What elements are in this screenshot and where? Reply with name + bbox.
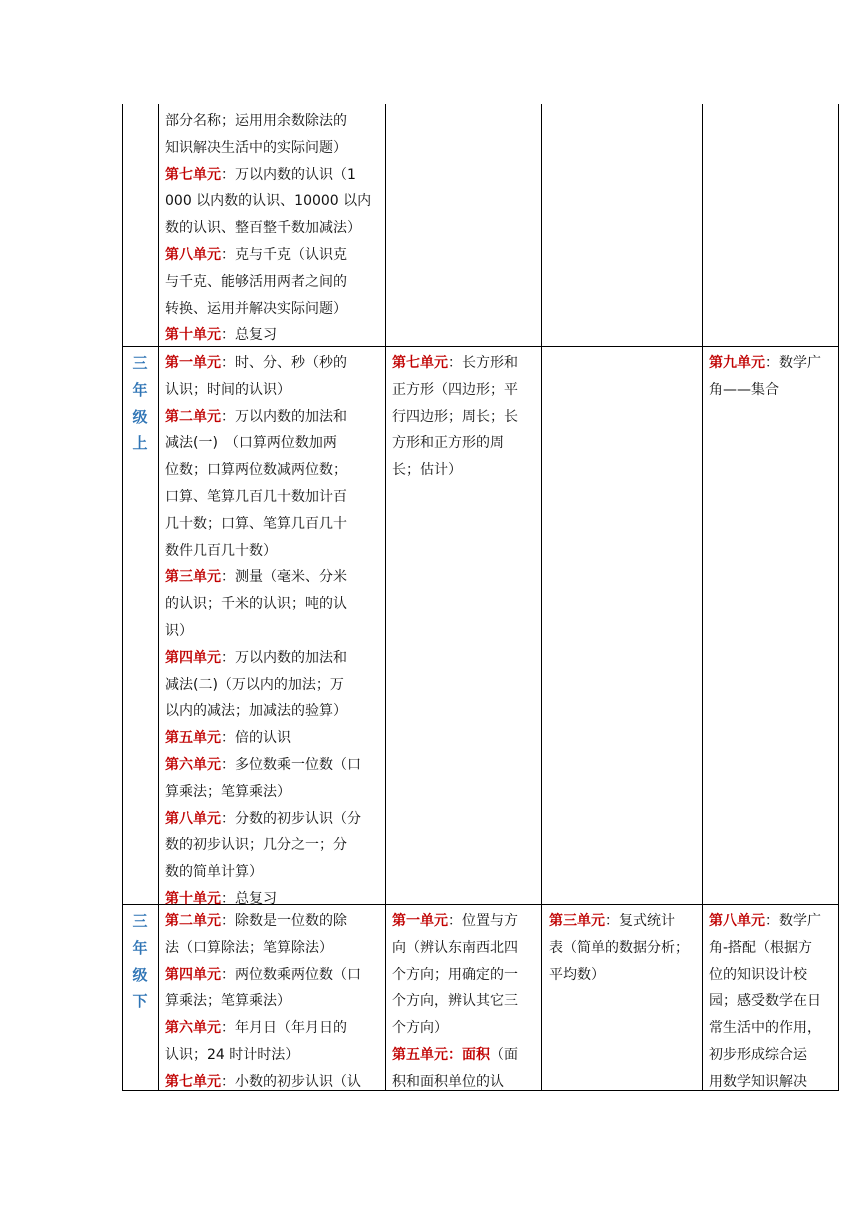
text-line <box>165 188 381 215</box>
unit-content: ：复式统计 <box>605 913 675 929</box>
unit-content: 角——集合 <box>709 381 779 398</box>
unit-content: ：分数的初步认识（分 <box>221 810 361 827</box>
cell-col2 <box>392 350 540 484</box>
unit-heading: 第四单元 <box>165 649 221 666</box>
text-line <box>165 1069 381 1096</box>
unit-content: 向（辨认东南西北四 <box>392 939 518 956</box>
text-line <box>165 1015 381 1042</box>
text-line <box>165 108 381 135</box>
text-line <box>709 1069 835 1096</box>
grade-char: 年 <box>132 380 148 399</box>
grade-char: 级 <box>132 965 148 984</box>
unit-content: 常生活中的作用， <box>709 1020 821 1037</box>
unit-content: 正方形（四边形；平 <box>392 381 518 398</box>
unit-content: ：克与千克（认识克 <box>221 246 347 263</box>
text-line <box>165 350 381 377</box>
unit-content: 初步形成综合运 <box>709 1046 807 1063</box>
unit-content: ：时、分、秒（秒的 <box>221 355 347 371</box>
unit-content: 个方向，辨认其它三 <box>392 993 518 1010</box>
unit-content: 000 以内数的认识、10000 以内 <box>165 193 372 210</box>
unit-content: 算乘法；笔算乘法） <box>165 783 291 800</box>
unit-content: 数的初步认识；几分之一；分 <box>165 837 347 854</box>
unit-heading: 第八单元 <box>709 913 765 929</box>
unit-heading: 第七单元 <box>392 355 448 371</box>
text-line <box>392 935 540 962</box>
unit-content: ：万以内数的加法和 <box>221 408 347 425</box>
text-line <box>165 457 381 484</box>
text-line <box>709 988 835 1015</box>
text-line <box>165 377 381 404</box>
table-border-vertical <box>385 104 386 1091</box>
unit-content: ：总复习 <box>221 327 277 344</box>
unit-heading: 第五单元 <box>165 730 221 747</box>
unit-heading: 第一单元 <box>165 355 221 371</box>
unit-content: 积和面积单位的认 <box>392 1073 504 1090</box>
unit-content: 平均数） <box>549 966 605 983</box>
unit-content: ：小数的初步认识（认 <box>221 1073 361 1090</box>
text-line <box>392 1042 540 1069</box>
unit-content: 个方向；用确定的一 <box>392 966 518 983</box>
text-line <box>165 296 381 323</box>
text-line <box>549 908 699 935</box>
unit-heading: 第六单元 <box>165 1020 221 1037</box>
unit-content: 减法(一) （口算两位数加两 <box>165 435 337 452</box>
unit-content: 减法(二)（万以内的加法；万 <box>165 676 344 693</box>
text-line <box>392 962 540 989</box>
text-line <box>709 377 835 404</box>
unit-content: ：测量（毫米、分米 <box>221 569 347 586</box>
unit-heading: 第三单元 <box>165 569 221 586</box>
unit-content: ：除数是一位数的除 <box>221 913 347 929</box>
text-line <box>709 1042 835 1069</box>
unit-content: ：数学广 <box>765 355 821 371</box>
unit-content: 转换、运用并解决实际问题） <box>165 300 347 317</box>
unit-content: 知识解决生活中的实际问题） <box>165 139 347 156</box>
unit-content: 角-搭配（根据方 <box>709 939 813 956</box>
unit-heading: 第二单元 <box>165 913 221 929</box>
grade-char: 三 <box>132 354 148 372</box>
text-line <box>165 698 381 725</box>
text-line <box>165 1042 381 1069</box>
text-line <box>392 457 540 484</box>
unit-content: ：万以内数的加法和 <box>221 649 347 666</box>
unit-heading: 第八单元 <box>165 810 221 827</box>
text-line <box>392 430 540 457</box>
text-line <box>165 988 381 1015</box>
unit-content: 口算、笔算几百几十数加计百 <box>165 488 347 505</box>
cell-col4 <box>709 908 835 1096</box>
unit-content: 数的认识、整百整千数加减法） <box>165 220 361 237</box>
text-line <box>165 538 381 565</box>
cell-col1 <box>165 108 381 349</box>
text-line <box>392 1015 540 1042</box>
unit-content: 长；估计） <box>392 462 462 479</box>
text-line <box>165 645 381 672</box>
unit-content: ：万以内数的认识（1 <box>221 166 356 183</box>
unit-content: 部分名称；运用用余数除法的 <box>165 113 347 129</box>
text-line <box>165 511 381 538</box>
unit-content: 与千克、能够活用两者之间的 <box>165 273 347 290</box>
unit-content: 法（口算除法；笔算除法） <box>165 939 333 956</box>
text-line <box>709 1015 835 1042</box>
text-line <box>165 564 381 591</box>
unit-content: 以内的减法；加减法的验算） <box>165 703 347 720</box>
text-line <box>165 162 381 189</box>
unit-heading: 第十单元 <box>165 890 221 907</box>
text-line <box>165 430 381 457</box>
unit-heading: 第十单元 <box>165 327 221 344</box>
unit-content: ：两位数乘两位数（口 <box>221 966 361 983</box>
unit-content: 认识；时间的认识） <box>165 381 291 398</box>
unit-content: 算乘法；笔算乘法） <box>165 993 291 1010</box>
unit-content: ：多位数乘一位数（口 <box>221 756 361 773</box>
text-line <box>392 350 540 377</box>
text-line <box>165 962 381 989</box>
table-border-vertical <box>702 104 703 1091</box>
cell-col1 <box>165 908 381 1096</box>
cell-col2 <box>392 908 540 1096</box>
text-line <box>165 672 381 699</box>
unit-content: ：数学广 <box>765 913 821 929</box>
text-line <box>709 350 835 377</box>
unit-content: 数的简单计算） <box>165 864 263 881</box>
text-line <box>392 377 540 404</box>
text-line <box>392 1069 540 1096</box>
unit-content: ：位置与方 <box>448 913 518 929</box>
text-line <box>165 725 381 752</box>
table-border-vertical <box>158 104 159 1091</box>
text-line <box>165 135 381 162</box>
unit-content: 方形和正方形的周 <box>392 435 504 452</box>
unit-heading: 第三单元 <box>549 913 605 929</box>
text-line <box>165 779 381 806</box>
text-line <box>709 935 835 962</box>
unit-content: 的认识；千米的认识；吨的认 <box>165 596 347 613</box>
grade-label <box>122 350 158 457</box>
text-line <box>165 322 381 349</box>
unit-heading: 第七单元 <box>165 166 221 183</box>
text-line <box>165 859 381 886</box>
text-line <box>165 242 381 269</box>
text-line <box>709 908 835 935</box>
text-line <box>165 215 381 242</box>
text-line <box>165 806 381 833</box>
grade-char: 上 <box>132 434 148 453</box>
unit-heading: 第四单元 <box>165 966 221 983</box>
unit-content: （面 <box>490 1046 518 1063</box>
text-line <box>165 404 381 431</box>
table-border-vertical <box>541 104 542 1091</box>
unit-content: 个方向） <box>392 1020 448 1037</box>
unit-content: 数件几百几十数） <box>165 542 277 559</box>
unit-heading: 第七单元 <box>165 1073 221 1090</box>
text-line <box>165 908 381 935</box>
grade-char: 级 <box>132 407 148 426</box>
text-line <box>165 832 381 859</box>
text-line <box>549 962 699 989</box>
grade-char: 下 <box>132 992 148 1011</box>
text-line <box>165 269 381 296</box>
text-line <box>392 404 540 431</box>
table-border-vertical <box>838 104 839 1091</box>
text-line <box>165 484 381 511</box>
cell-col3 <box>549 908 699 988</box>
text-line <box>392 988 540 1015</box>
unit-content: 用数学知识解决 <box>709 1073 807 1090</box>
text-line <box>165 935 381 962</box>
cell-col4 <box>709 350 835 404</box>
unit-heading: 第一单元 <box>392 913 448 929</box>
text-line <box>709 962 835 989</box>
unit-heading: 第五单元：面积 <box>392 1046 490 1063</box>
unit-content: ：总复习 <box>221 890 277 907</box>
text-line <box>165 591 381 618</box>
unit-heading: 第六单元 <box>165 756 221 773</box>
unit-heading: 第二单元 <box>165 408 221 425</box>
grade-char: 年 <box>132 938 148 957</box>
unit-content: ：长方形和 <box>448 355 518 371</box>
unit-content: ：年月日（年月日的 <box>221 1020 347 1037</box>
unit-content: 园；感受数学在日 <box>709 993 821 1010</box>
cell-col1 <box>165 350 381 913</box>
text-line <box>392 908 540 935</box>
unit-content: ：倍的认识 <box>221 730 291 747</box>
unit-heading: 第八单元 <box>165 246 221 263</box>
unit-heading: 第九单元 <box>709 355 765 371</box>
text-line <box>165 618 381 645</box>
grade-char: 三 <box>132 912 148 930</box>
unit-content: 行四边形；周长；长 <box>392 408 518 425</box>
text-line <box>165 752 381 779</box>
unit-content: 位的知识设计校 <box>709 966 807 983</box>
unit-content: 认识；24 时计时法） <box>165 1046 300 1063</box>
grade-label <box>122 908 158 1015</box>
unit-content: 识） <box>165 622 193 639</box>
unit-content: 表（简单的数据分析； <box>549 939 689 956</box>
unit-content: 几十数；口算、笔算几百几十 <box>165 515 347 532</box>
text-line <box>549 935 699 962</box>
unit-content: 位数；口算两位数减两位数； <box>165 462 347 479</box>
